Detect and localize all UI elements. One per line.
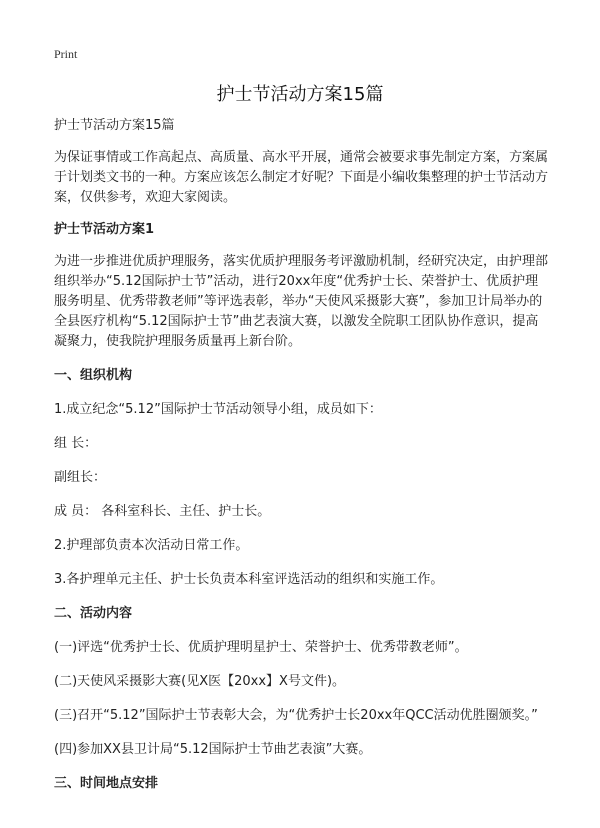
heading-activity-content: 二、活动内容	[54, 606, 133, 621]
content-item-4: (四)参加XX县卫计局“5.12国际护士节曲艺表演”大赛。	[54, 742, 372, 757]
intro-paragraph: 为保证事情或工作高起点、高质量、高水平开展，通常会被要求事先制定方案，方案属于计划类文书的一种。方案应该怎么制定才好呢？下面是小编收集整理的护士节活动方案，仅供参考，欢迎大家阅读。	[54, 150, 549, 205]
document-body	[54, 116, 550, 808]
heading-organization: 一、组织机构	[54, 368, 133, 383]
heading-time-location: 三、时间地点安排	[54, 776, 159, 791]
print-link[interactable]: Print	[54, 47, 78, 61]
org-leader: 组 长：	[54, 436, 98, 451]
org-item-2: 2.护理部负责本次活动日常工作。	[54, 538, 249, 553]
org-item-1: 1.成立纪念“5.12”国际护士节活动领导小组，成员如下：	[54, 402, 382, 417]
section-heading: 护士节活动方案1	[54, 222, 155, 237]
org-members: 成 员： 各科室科长、主任、护士长。	[54, 504, 271, 519]
document-subtitle: 护士节活动方案15篇	[54, 118, 175, 133]
org-vice-leader: 副组长：	[54, 470, 107, 485]
content-item-3: (三)召开“5.12”国际护士节表彰大会，为“优秀护士长20xx年QCC活动优胜圈颁奖。”	[54, 708, 538, 723]
content-item-2: (二)天使风采摄影大赛(见X医【20xx】X号文件)。	[54, 674, 346, 689]
section-paragraph: 为进一步推进优质护理服务，落实优质护理服务考评激励机制，经研究决定，由护理部组织举办“5.12国际护士节”活动，进行20xx年度“优秀护士长、荣誉护士、优质护理服务明星、优秀带教老师”等评选表彰，举办“天使风采摄影大赛”，参加卫计局举办的全县医疗机构“5.12国际护士节”曲艺表演大赛，以激发全院职工团队协作意识，提高凝聚力，使我院护理服务质量再上新台阶。	[54, 254, 549, 349]
content-item-1: (一)评选“优秀护士长、优质护理明星护士、荣誉护士、优秀带教老师”。	[54, 640, 468, 655]
page-title: 护士节活动方案15篇	[216, 84, 384, 105]
org-item-3: 3.各护理单元主任、护士长负责本科室评选活动的组织和实施工作。	[54, 572, 444, 587]
